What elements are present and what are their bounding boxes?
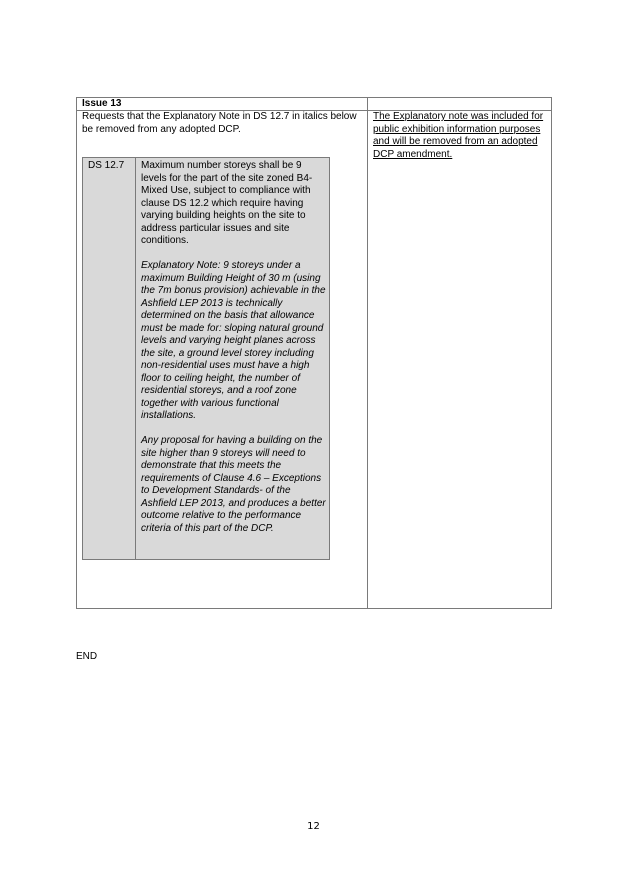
clause-column-divider <box>135 158 136 559</box>
explanatory-note-paragraph-2: Any proposal for having a building on the site higher than 9 storeys will need to demonstrate that this meets the requirements of Clause 4.6 – Exceptions to Development Standards- of the Ashfield LEP 2013, and produces a better outcome relative to the performance criteria of this part of the DCP. <box>141 435 326 534</box>
clause-control-text: Maximum number storeys shall be 9 levels for the part of the site zoned B4-Mixed Use, subject to compliance with clause DS 12.2 which require having varying building heights on the site to address particular issues and site conditions. <box>141 160 313 246</box>
explanatory-note-paragraph-1: Explanatory Note: 9 storeys under a maximum Building Height of 30 m (using the 7m bonus provision) achievable in the Ashfield LEP 2013 is technically determined on the basis that allowance must be made for: sloping natural ground levels and varying height planes across the site, a ground level storey including non-residential uses must have a high floor to ceiling height, the number of residential storeys, and a roof zone together with various functional installations. <box>141 260 326 421</box>
column-divider <box>367 98 368 608</box>
page-number: 12 <box>307 821 320 832</box>
issue-heading: Issue 13 <box>82 98 122 109</box>
clause-body <box>141 160 326 548</box>
clause-table <box>82 157 330 560</box>
request-text: Requests that the Explanatory Note in DS 12.7 in italics below be removed from any adopted DCP. <box>82 111 357 135</box>
response-text: The Explanatory note was included for public exhibition information purposes and will be removed from an adopted DCP amendment. <box>373 111 544 160</box>
clause-id: DS 12.7 <box>88 160 125 171</box>
issue-table <box>76 97 552 609</box>
end-marker: END <box>76 651 98 662</box>
